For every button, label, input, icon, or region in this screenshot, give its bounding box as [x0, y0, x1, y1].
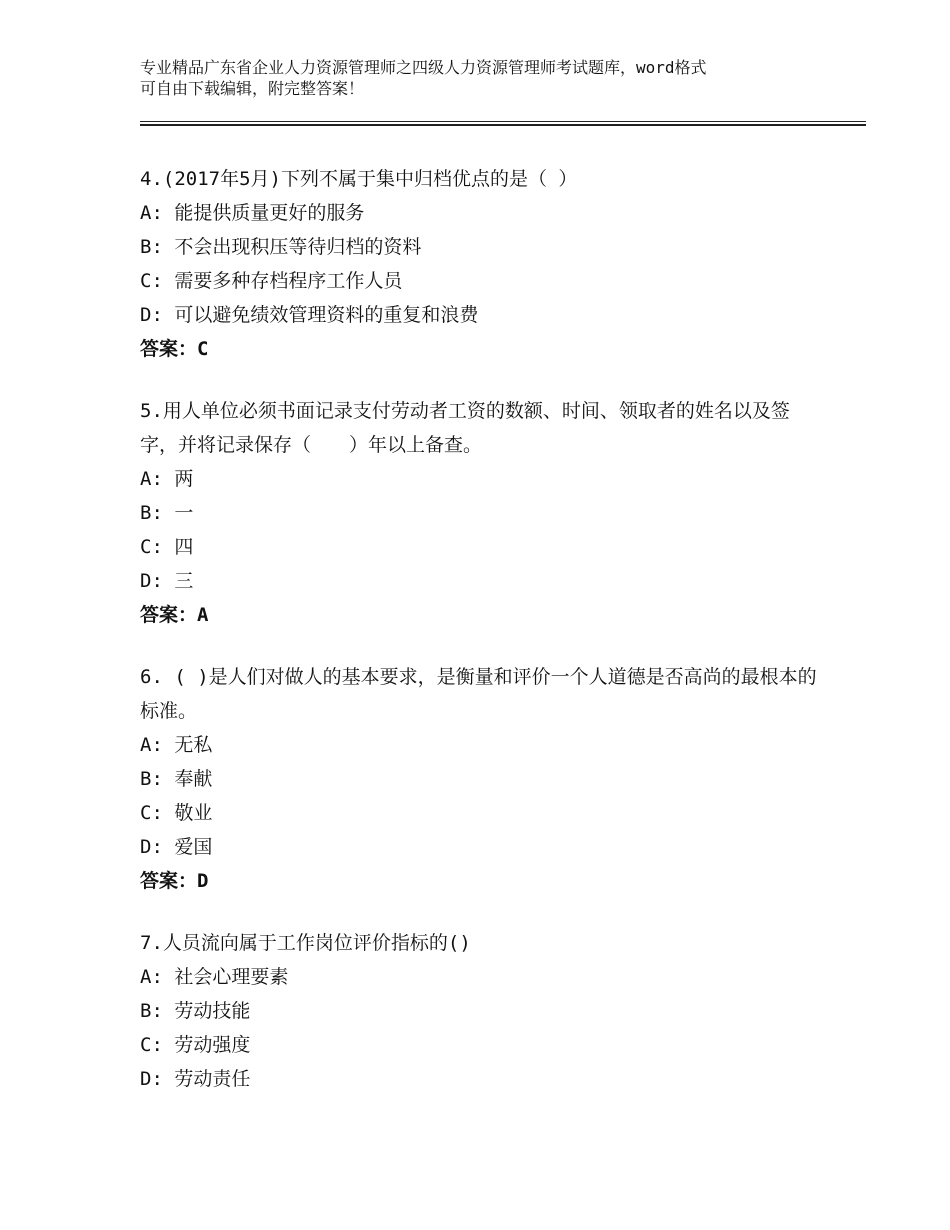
- option-c: C: 需要多种存档程序工作人员: [140, 270, 403, 292]
- question-7: [140, 926, 820, 1096]
- header-line-1: 专业精品广东省企业人力资源管理师之四级人力资源管理师考试题库，word格式: [140, 58, 707, 77]
- question-5: [140, 394, 820, 632]
- option-b: B: 劳动技能: [140, 1000, 251, 1022]
- answer: 答案：A: [140, 604, 209, 626]
- header-rule-thick: [140, 124, 866, 126]
- option-d: D: 爱国: [140, 836, 213, 858]
- option-c: C: 劳动强度: [140, 1034, 251, 1056]
- question-4: [140, 162, 820, 366]
- header-line-2: 可自由下载编辑，附完整答案！: [140, 79, 365, 98]
- question-list: [140, 162, 820, 1124]
- option-a: A: 能提供质量更好的服务: [140, 202, 365, 224]
- answer: 答案：C: [140, 338, 209, 360]
- option-b: B: 奉献: [140, 768, 213, 790]
- question-stem: 6. ( )是人们对做人的基本要求，是衡量和评价一个人道德是否高尚的最根本的标准。: [140, 666, 817, 722]
- question-stem: 4.(2017年5月)下列不属于集中归档优点的是（ ）: [140, 168, 578, 190]
- question-stem: 7.人员流向属于工作岗位评价指标的(): [140, 932, 471, 954]
- answer: 答案：D: [140, 870, 209, 892]
- option-d: D: 可以避免绩效管理资料的重复和浪费: [140, 304, 479, 326]
- option-a: A: 两: [140, 468, 194, 490]
- option-c: C: 四: [140, 536, 194, 558]
- option-b: B: 一: [140, 502, 194, 524]
- option-a: A: 社会心理要素: [140, 966, 289, 988]
- option-a: A: 无私: [140, 734, 213, 756]
- option-c: C: 敬业: [140, 802, 213, 824]
- option-d: D: 三: [140, 570, 194, 592]
- document-header: [140, 57, 820, 99]
- header-rule-thin: [140, 121, 866, 122]
- option-d: D: 劳动责任: [140, 1068, 251, 1090]
- question-stem: 5.用人单位必须书面记录支付劳动者工资的数额、时间、领取者的姓名以及签字，并将记录保存（ ）年以上备查。: [140, 400, 790, 456]
- question-6: [140, 660, 820, 898]
- option-b: B: 不会出现积压等待归档的资料: [140, 236, 422, 258]
